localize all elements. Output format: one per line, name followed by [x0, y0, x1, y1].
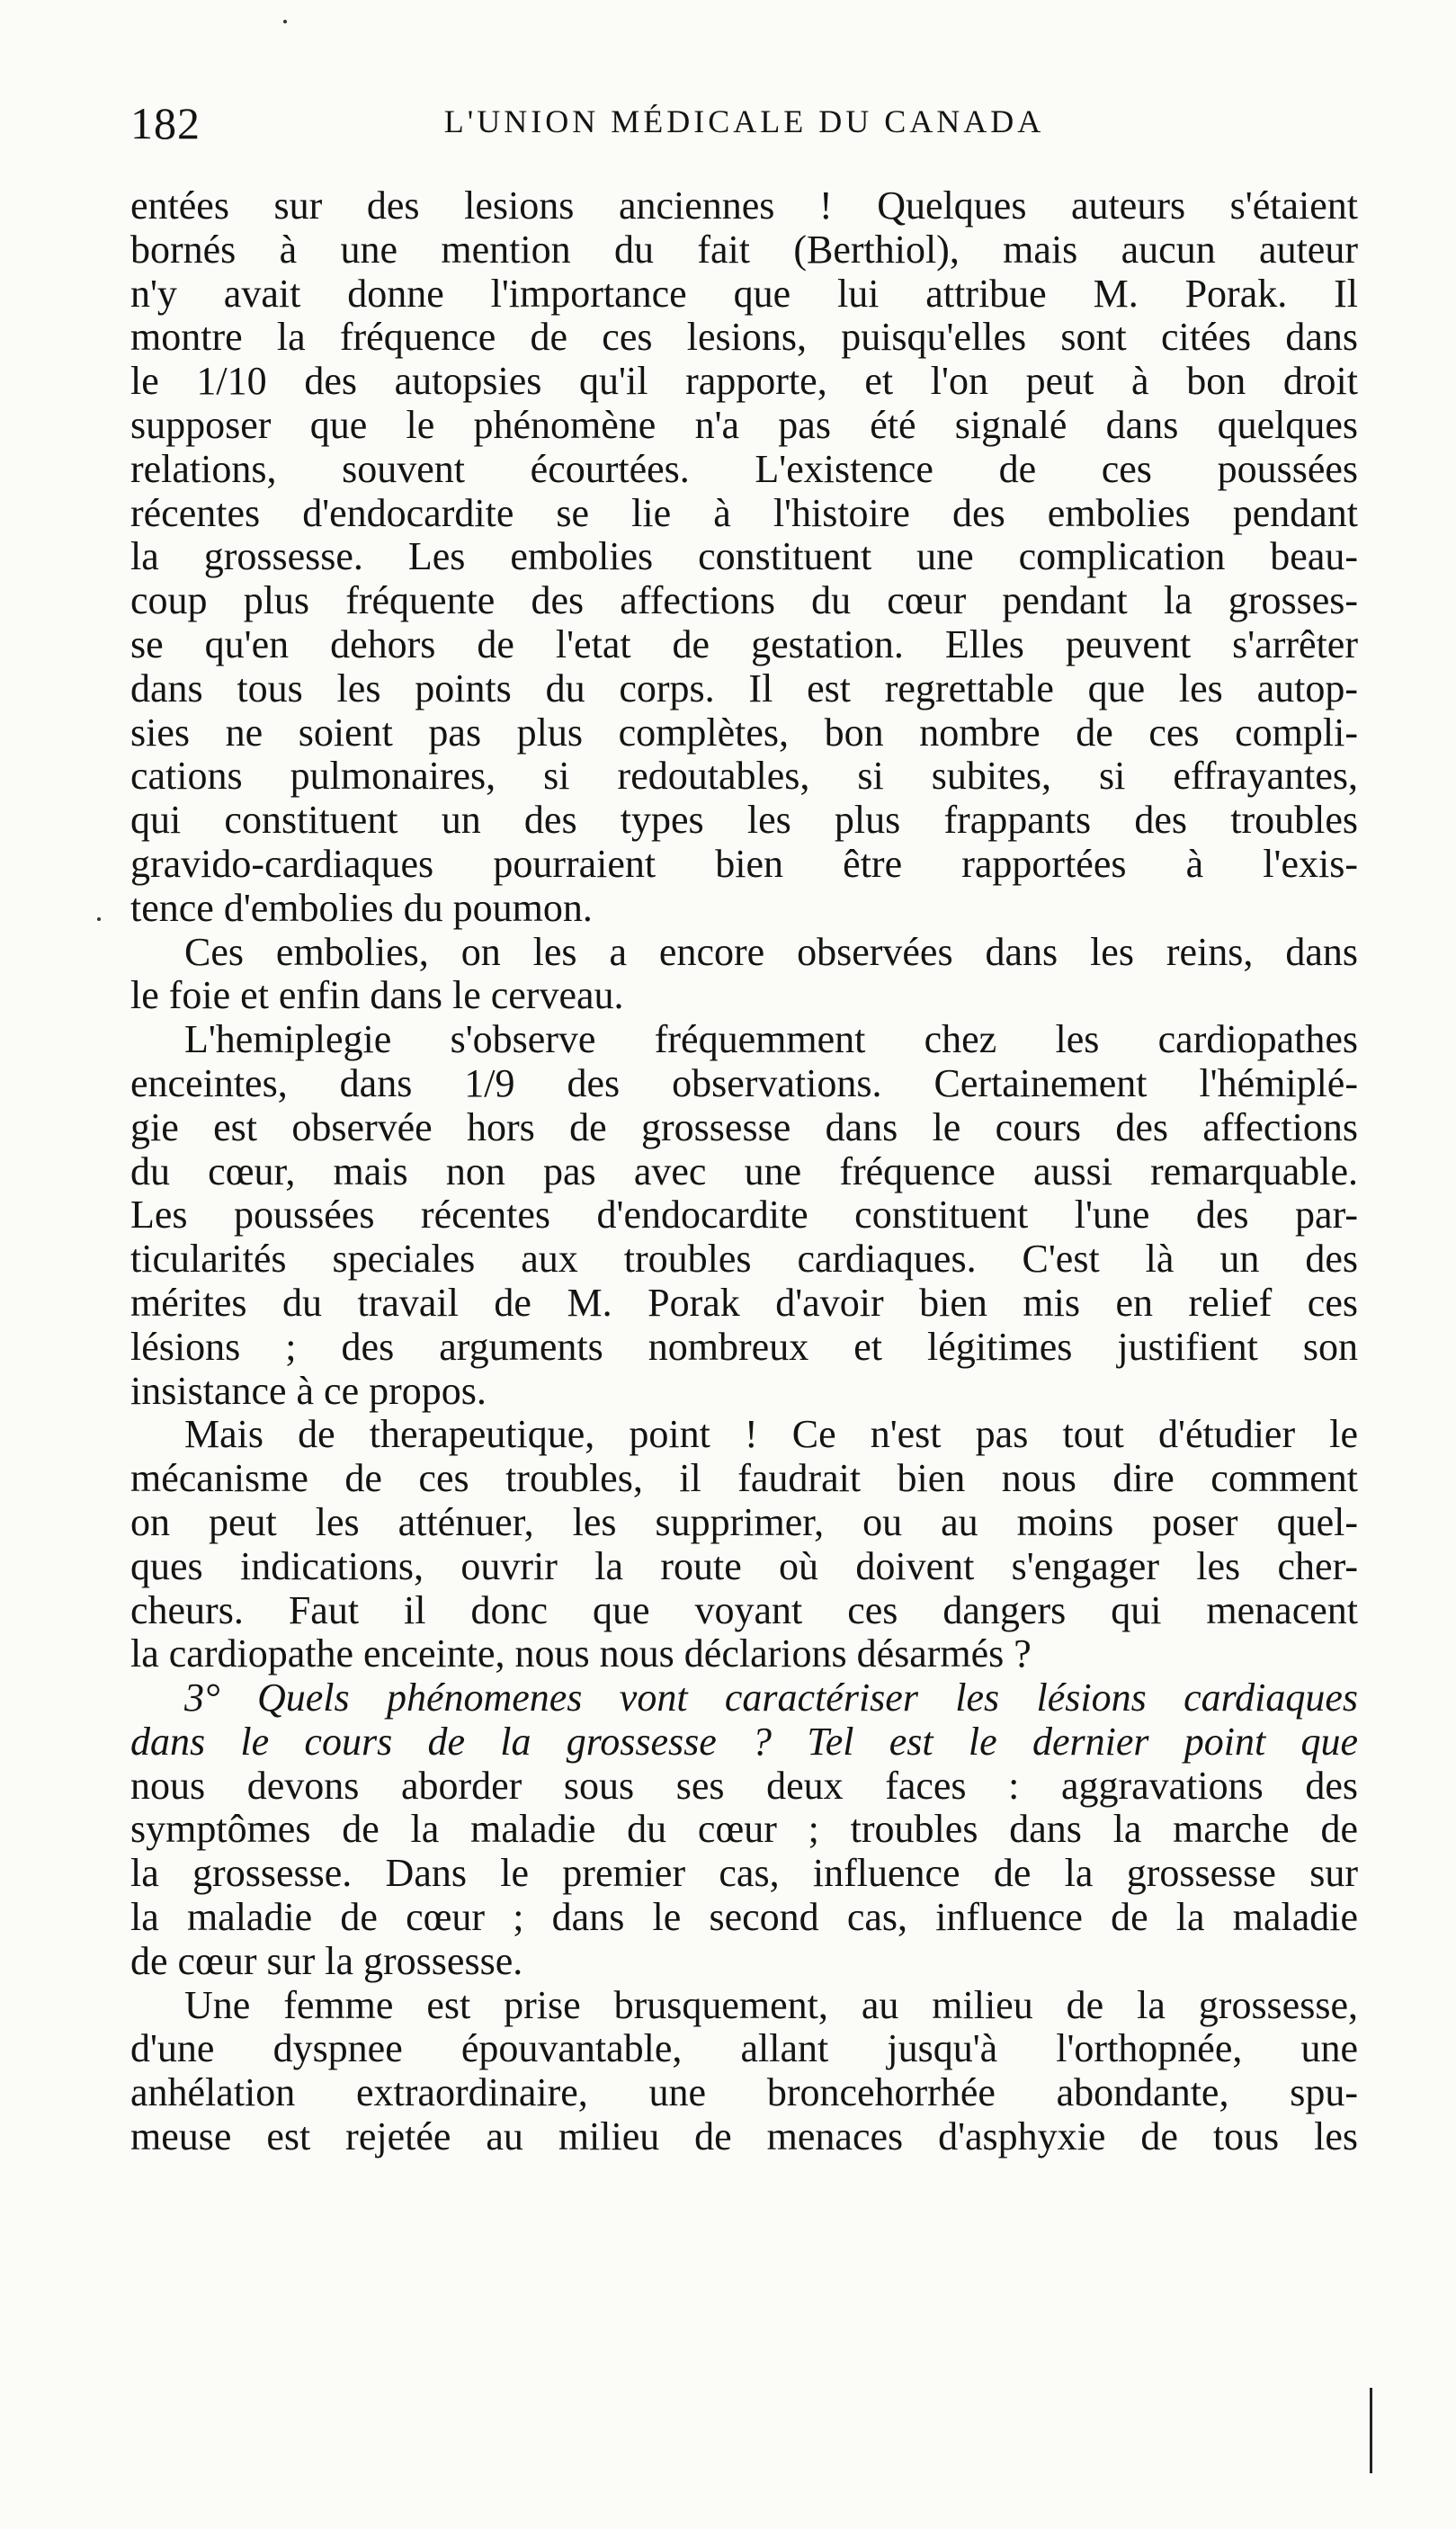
- print-speck: [97, 917, 101, 921]
- text-line: d'une dyspnee épouvantable, allant jusqu'à l'orthopnée, une: [130, 2027, 1358, 2071]
- text-line: mécanisme de ces troubles, il faudrait bien nous dire comment: [130, 1457, 1358, 1501]
- text-line: ticularités speciales aux troubles cardiaques. C'est là un des: [130, 1238, 1358, 1282]
- text-line: insistance à ce propos.: [130, 1369, 487, 1413]
- text-line: anhélation extraordinaire, une broncehorrhée abondante, spu-: [130, 2071, 1358, 2115]
- text-line: on peut les atténuer, les supprimer, ou au moins poser quel-: [130, 1500, 1358, 1544]
- text-line: Ces embolies, on les a encore observées dans les reins, dans: [184, 930, 1358, 974]
- page-number: 182: [130, 98, 201, 148]
- text-line: tence d'embolies du poumon.: [130, 886, 593, 930]
- text-line: la maladie de cœur ; dans le second cas, influence de la maladie: [130, 1896, 1358, 1940]
- text-line: du cœur, mais non pas avec une fréquence aussi remarquable.: [130, 1149, 1358, 1193]
- text-line: entées sur des lesions anciennes ! Quelques auteurs s'étaient: [130, 184, 1358, 228]
- text-line: mérites du travail de M. Porak d'avoir bien mis en relief ces: [130, 1281, 1358, 1325]
- text-line: nous devons aborder sous ses deux faces : aggravations des: [130, 1764, 1358, 1808]
- text-line: sies ne soient pas plus complètes, bon nombre de ces compli-: [130, 710, 1358, 755]
- text-line: Mais de therapeutique, point ! Ce n'est pas tout d'étudier le: [184, 1413, 1358, 1457]
- text-line: gravido-cardiaques pourraient bien être rapportées à l'exis-: [130, 842, 1358, 886]
- text-line: lésions ; des arguments nombreux et légitimes justifient son: [130, 1325, 1358, 1369]
- text-line: relations, souvent écourtées. L'existence de ces poussées: [130, 447, 1358, 491]
- text-line: se qu'en dehors de l'etat de gestation. Elles peuvent s'arrêter: [130, 622, 1358, 666]
- text-line: symptômes de la maladie du cœur ; troubles dans la marche de: [130, 1808, 1358, 1852]
- body-text: [130, 184, 1358, 2159]
- text-line: Les poussées récentes d'endocardite constituent l'une des par-: [130, 1193, 1358, 1238]
- text-line: dans tous les points du corps. Il est regrettable que les autop-: [130, 666, 1358, 710]
- text-line: meuse est rejetée au milieu de menaces d'asphyxie de tous les: [130, 2115, 1358, 2159]
- text-line: le 1/10 des autopsies qu'il rapporte, et l'on peut à bon droit: [130, 360, 1358, 404]
- text-line: 3° Quels phénomenes vont caractériser les lésions cardiaques: [184, 1676, 1358, 1720]
- text-line: coup plus fréquente des affections du cœur pendant la grosses-: [130, 579, 1358, 623]
- text-line: enceintes, dans 1/9 des observations. Certainement l'hémiplé-: [130, 1061, 1358, 1105]
- text-line: cations pulmonaires, si redoutables, si subites, si effrayantes,: [130, 755, 1358, 799]
- text-line: dans le cours de la grossesse ? Tel est le dernier point que: [130, 1720, 1358, 1764]
- text-line: L'hemiplegie s'observe fréquemment chez les cardiopathes: [184, 1018, 1358, 1062]
- text-line: la cardiopathe enceinte, nous nous déclarions désarmés ?: [130, 1632, 1032, 1676]
- running-title: L'UNION MÉDICALE DU CANADA: [443, 103, 1045, 139]
- text-line: le foie et enfin dans le cerveau.: [130, 974, 624, 1018]
- text-line: bornés à une mention du fait (Berthiol), mais aucun auteur: [130, 228, 1358, 272]
- text-line: cheurs. Faut il donc que voyant ces dangers qui menacent: [130, 1588, 1358, 1632]
- text-line: montre la fréquence de ces lesions, puisqu'elles sont citées dans: [130, 316, 1358, 360]
- text-line: qui constituent un des types les plus frappants des troubles: [130, 799, 1358, 843]
- page-header: [130, 97, 1358, 160]
- text-line: de cœur sur la grossesse.: [130, 1939, 523, 1983]
- text-line: gie est observée hors de grossesse dans le cours des affections: [130, 1105, 1358, 1149]
- text-line: n'y avait donne l'importance que lui attribue M. Porak. Il: [130, 272, 1358, 316]
- text-line: la grossesse. Dans le premier cas, influence de la grossesse sur: [130, 1852, 1358, 1896]
- print-speck: [283, 20, 287, 23]
- text-line: Une femme est prise brusquement, au milieu de la grossesse,: [184, 1983, 1358, 2027]
- margin-rule: [1370, 2388, 1372, 2473]
- text-line: récentes d'endocardite se lie à l'histoire des embolies pendant: [130, 491, 1358, 535]
- text-line: la grossesse. Les embolies constituent une complication beau-: [130, 535, 1358, 579]
- text-line: ques indications, ouvrir la route où doivent s'engager les cher-: [130, 1544, 1358, 1588]
- text-line: supposer que le phénomène n'a pas été signalé dans quelques: [130, 403, 1358, 447]
